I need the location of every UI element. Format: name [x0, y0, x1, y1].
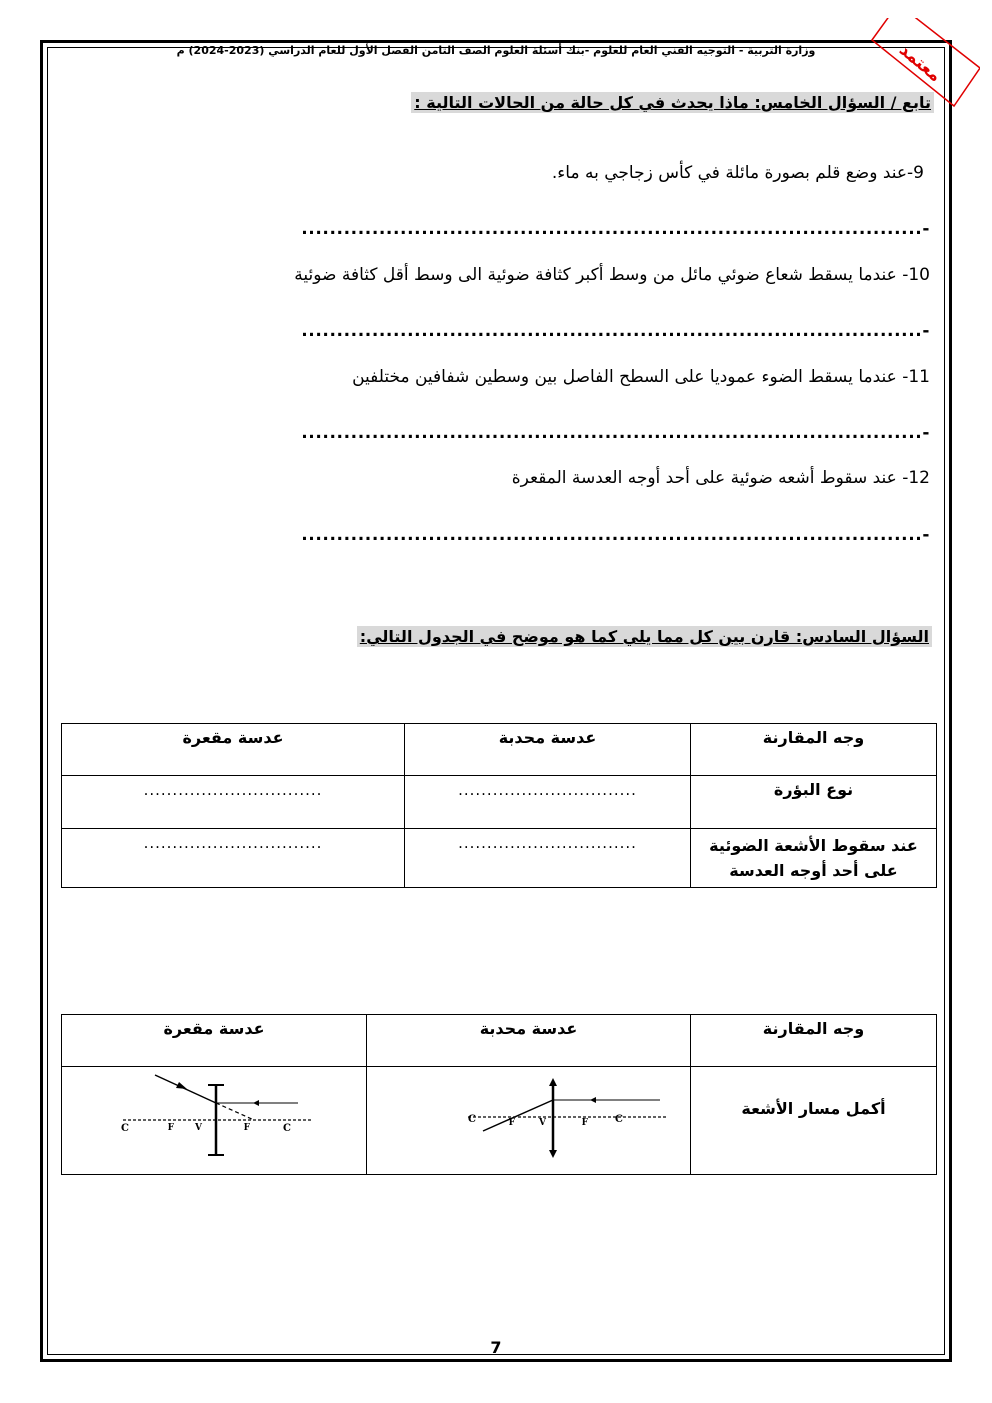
label-vertex: V [194, 1123, 202, 1133]
comparison-table-1 [61, 723, 937, 888]
concave-lens-ray-diagram [63, 1067, 366, 1170]
label-focus-left: F [508, 1118, 515, 1128]
table1-header-aspect: وجه المقارنة [691, 724, 937, 776]
table1-header-concave: عدسة مقعرة [62, 724, 405, 776]
label-focus-right: F [243, 1123, 250, 1133]
table1-row2-concave-blank[interactable] [62, 829, 405, 888]
q5-answer-9: -........................................................................................ [301, 219, 930, 239]
q5-item-11: 11- عندما يسقط الضوء عموديا على السطح الفاصل بين وسطين شفافين مختلفين [352, 367, 930, 387]
blank-dots: ............................... [458, 781, 637, 799]
table-row [62, 1015, 937, 1067]
blank-dots: ............................... [143, 834, 323, 852]
label-focus-right: F [581, 1118, 588, 1128]
table1-row1-convex-blank[interactable] [405, 776, 691, 829]
label-center-right: C [614, 1114, 623, 1125]
q5-answer-10: -........................................................................................ [301, 321, 930, 341]
table1-row2-label: عند سقوط الأشعة الضوئية على أحد أوجه العدسة [691, 829, 937, 888]
q5-answer-12: -........................................................................................ [301, 525, 930, 545]
page-number: 7 [490, 1338, 502, 1357]
table2-header-concave: عدسة مقعرة [62, 1015, 367, 1067]
table2-header-convex: عدسة محدبة [367, 1015, 691, 1067]
page-header: وزارة التربية - التوجيه الفني العام للعلوم -بنك أسئلة العلوم الصف الثامن الفصل الأول للعام الدراسي (2023-2024) م [176, 44, 816, 57]
label-center-left: C [467, 1114, 476, 1125]
q5-item-9: 9-عند وضع قلم بصورة مائلة في كأس زجاجي به ماء. [551, 163, 924, 183]
convex-ray-diagram-cell[interactable] [367, 1067, 691, 1175]
table-row [62, 829, 937, 888]
blank-dots: ............................... [143, 781, 323, 799]
convex-lens-ray-diagram [368, 1067, 690, 1170]
label-vertex: V [538, 1118, 546, 1128]
concave-ray-diagram-cell[interactable] [62, 1067, 367, 1175]
blank-dots: ............................... [458, 834, 637, 852]
table-row [62, 724, 937, 776]
label-center-right: C [282, 1123, 291, 1134]
table1-row1-label: نوع البؤرة [691, 776, 937, 829]
comparison-table-2 [61, 1014, 937, 1175]
table-row [62, 1067, 937, 1175]
label-center-left: C [120, 1123, 129, 1134]
table-row [62, 776, 937, 829]
table1-row1-concave-blank[interactable] [62, 776, 405, 829]
label-focus-left: F [167, 1123, 174, 1133]
table1-row2-convex-blank[interactable] [405, 829, 691, 888]
table2-header-aspect: وجه المقارنة [691, 1015, 937, 1067]
q5-item-12: 12- عند سقوط أشعه ضوئية على أحد أوجه العدسة المقعرة [511, 468, 930, 488]
q6-heading: السؤال السادس: قارن بين كل مما يلي كما هو موضح في الجدول التالي: [357, 626, 932, 647]
table2-row-label: أكمل مسار الأشعة [691, 1067, 937, 1175]
table1-header-convex: عدسة محدبة [405, 724, 691, 776]
q5-heading: تابع / السؤال الخامس: ماذا يحدث في كل حالة من الحالات التالية : [411, 92, 934, 113]
q5-item-10: 10- عندما يسقط شعاع ضوئي مائل من وسط أكبر كثافة ضوئية الى وسط أقل كثافة ضوئية [294, 265, 930, 285]
q5-answer-11: -........................................................................................ [301, 423, 930, 443]
approval-stamp-text: معتمد [895, 40, 945, 87]
